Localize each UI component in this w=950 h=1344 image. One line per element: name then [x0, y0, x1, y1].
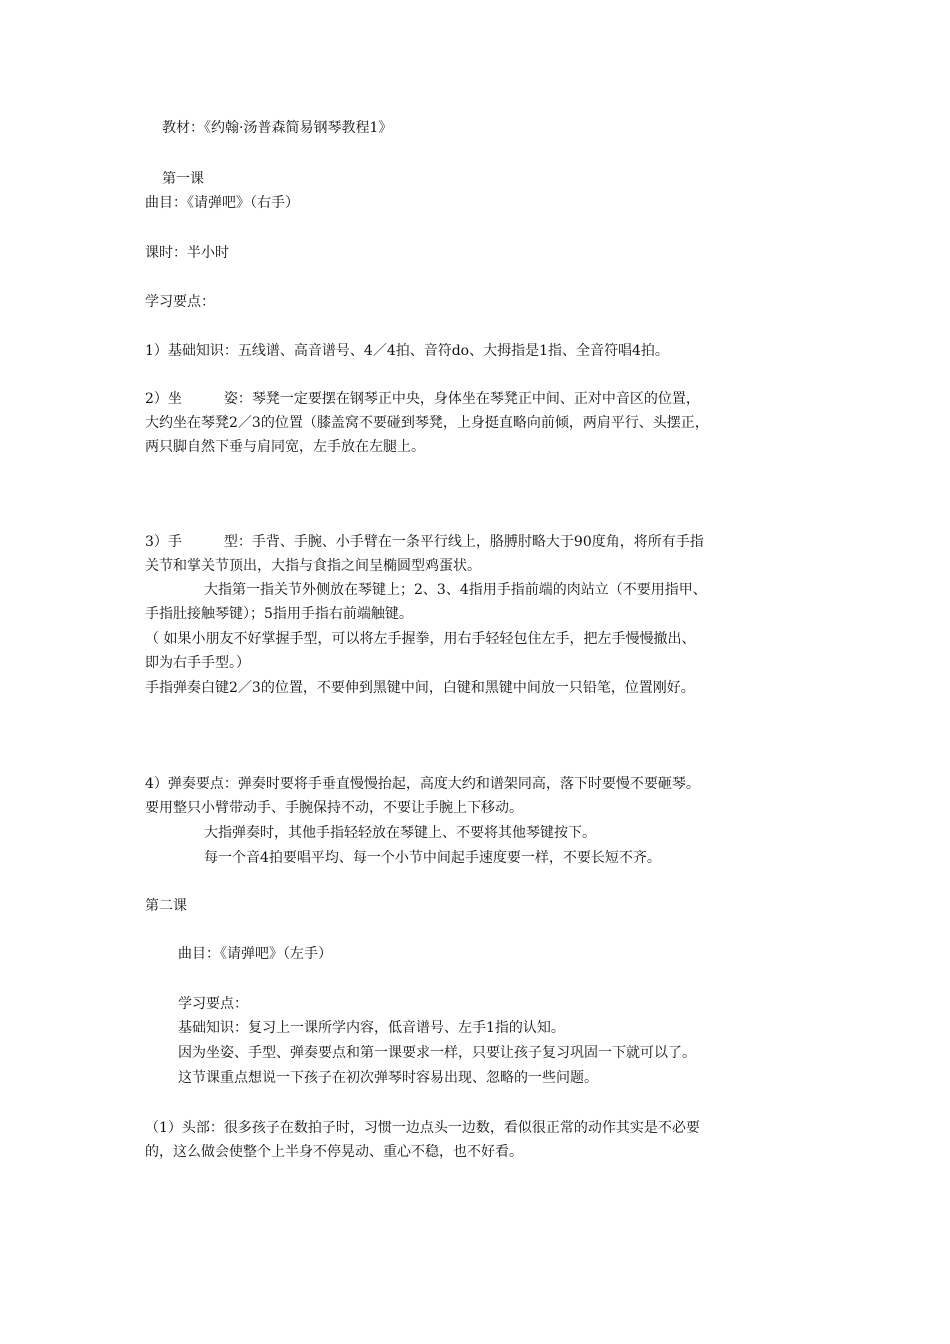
- lesson2-focus: 这节课重点想说一下孩子在初次弹琴时容易出现、忽略的一些问题。: [178, 1070, 598, 1086]
- hand-shape-line-4: 手指肚接触琴键）；5指用手指右前端触键。: [145, 606, 413, 622]
- hand-shape-line-2: 关节和掌关节顶出，大指与食指之间呈椭圆型鸡蛋状。: [145, 558, 481, 574]
- playing-points-line-4: 每一个音4拍要唱平均、每一个小节中间起手速度要一样，不要长短不齐。: [204, 850, 661, 866]
- lesson2-basics: 基础知识：复习上一课所学内容，低音谱号、左手1指的认知。: [178, 1020, 565, 1036]
- lesson2-key-points-label: 学习要点：: [178, 996, 248, 1012]
- head-line-2: 的，这么做会使整个上半身不停晃动、重心不稳，也不好看。: [145, 1144, 523, 1160]
- lesson2-review: 因为坐姿、手型、弹奏要点和第一课要求一样，只要让孩子复习巩固一下就可以了。: [178, 1045, 696, 1061]
- playing-points-line-3: 大指弹奏时，其他手指轻轻放在琴键上、不要将其他琴键按下。: [204, 825, 596, 841]
- lesson1-key-points-label: 学习要点：: [145, 294, 215, 310]
- lesson1-basics: 1）基础知识：五线谱、高音谱号、4／4拍、音符do、大拇指是1指、全音符唱4拍。: [145, 343, 669, 359]
- lesson1-duration: 课时：半小时: [145, 245, 229, 261]
- hand-shape-line-3: 大指第一指关节外侧放在琴键上；2、3、4指用手指前端的肉站立（不要用指甲、: [204, 582, 707, 598]
- hand-shape-line-1: 3）手 型：手背、手腕、小手臂在一条平行线上，胳膊肘略大于90度角，将所有手指: [145, 534, 704, 550]
- hand-shape-line-5: （ 如果小朋友不好掌握手型，可以将左手握拳，用右手轻轻包住左手，把左手慢慢撤出、: [145, 631, 696, 647]
- lesson2-heading: 第二课: [145, 898, 187, 914]
- posture-line-3: 两只脚自然下垂与肩同宽，左手放在左腿上。: [145, 439, 425, 455]
- playing-points-line-1: 4）弹奏要点：弹奏时要将手垂直慢慢抬起，高度大约和谱架同高，落下时要慢不要砸琴。: [145, 776, 700, 792]
- lesson1-piece: 曲目：《请弹吧》（右手）: [145, 195, 299, 211]
- textbook-title: 教材：《约翰·汤普森简易钢琴教程1》: [162, 120, 393, 136]
- posture-line-2: 大约坐在琴凳2／3的位置（膝盖窝不要碰到琴凳，上身挺直略向前倾，两肩平行、头摆正，: [145, 415, 709, 431]
- hand-shape-line-7: 手指弹奏白键2／3的位置，不要伸到黑键中间，白键和黑键中间放一只铅笔，位置刚好。: [145, 680, 695, 696]
- lesson2-piece: 曲目：《请弹吧》（左手）: [178, 946, 332, 962]
- posture-line-1: 2）坐 姿：琴凳一定要摆在钢琴正中央，身体坐在琴凳正中间、正对中音区的位置，: [145, 391, 700, 407]
- head-line-1: （1）头部：很多孩子在数拍子时，习惯一边点头一边数，看似很正常的动作其实是不必要: [145, 1120, 700, 1136]
- hand-shape-line-6: 即为右手手型。）: [145, 655, 250, 671]
- lesson1-heading: 第一课: [162, 171, 204, 187]
- playing-points-line-2: 要用整只小臂带动手、手腕保持不动，不要让手腕上下移动。: [145, 800, 523, 816]
